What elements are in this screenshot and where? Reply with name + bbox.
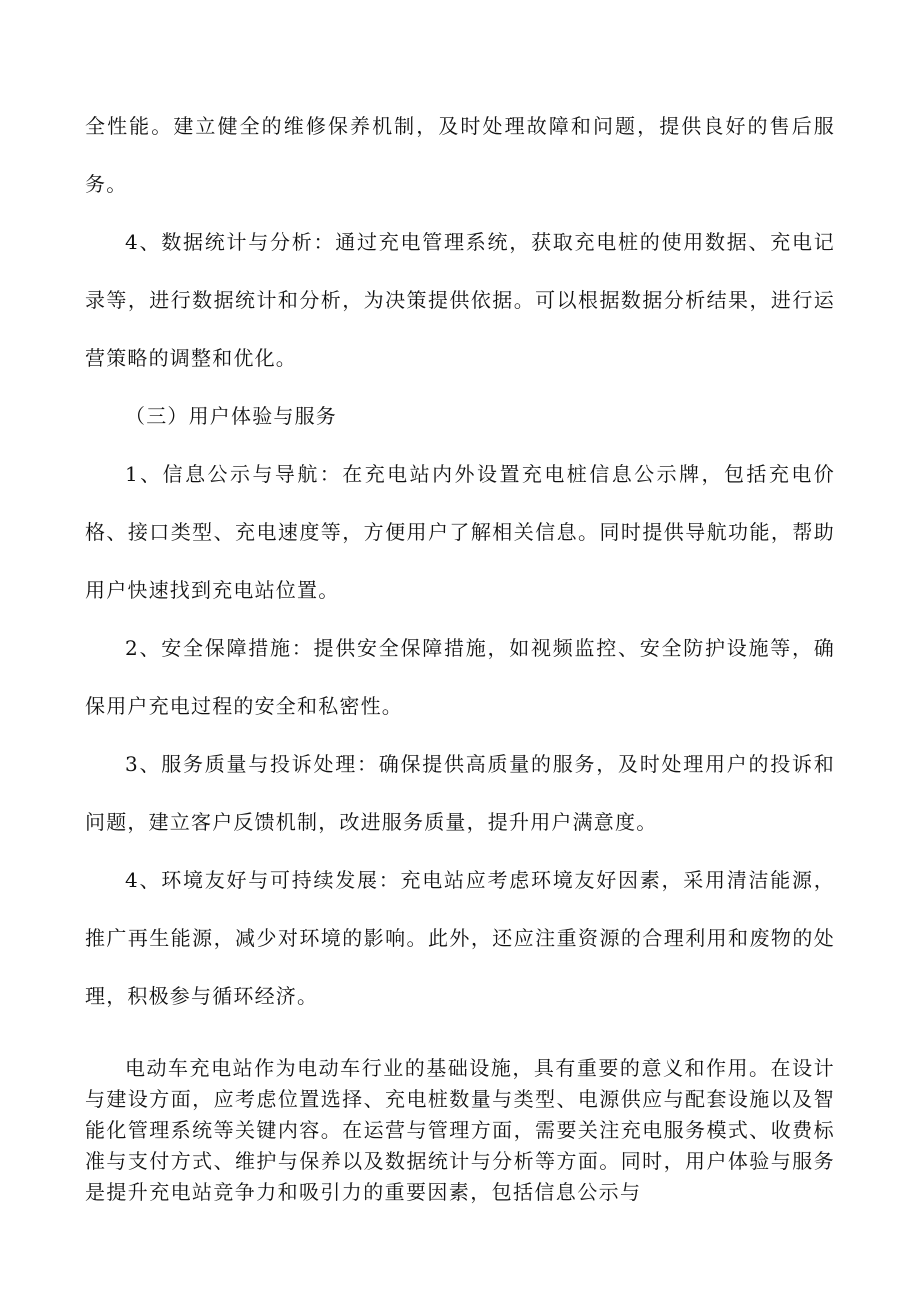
paragraph-data-statistics: 4、数据统计与分析：通过充电管理系统，获取充电桩的使用数据、充电记录等，进行数据统计和分析，为决策提供依据。可以根据数据分析结果，进行运营策略的调整和优化。 — [85, 230, 835, 370]
section-heading: （三）用户体验与服务 — [125, 404, 337, 428]
paragraph-continuation: 全性能。建立健全的维修保养机制，及时处理故障和问题，提供良好的售后服务。 — [85, 114, 835, 196]
paragraph-item-4: 4、环境友好与可持续发展：充电站应考虑环境友好因素，采用清洁能源，推广再生能源，减少对环境的影响。此外，还应注重资源的合理利用和废物的处理，积极参与循环经济。 — [85, 868, 835, 1008]
document-body — [85, 97, 835, 1208]
summary-paragraph: 电动车充电站作为电动车行业的基础设施，具有重要的意义和作用。在设计与建设方面，应考虑位置选择、充电桩数量与类型、电源供应与配套设施以及智能化管理系统等关键内容。在运营与管理方面，需要关注充电服务模式、收费标准与支付方式、维护与保养以及数据统计与分析等方面。同时，用户体验与服务是提升充电站竞争力和吸引力的重要因素，包括信息公示与 — [85, 1056, 835, 1204]
paragraph-item-2: 2、安全保障措施：提供安全保障措施，如视频监控、安全防护设施等，确保用户充电过程的安全和私密性。 — [85, 636, 835, 718]
paragraph-item-3: 3、服务质量与投诉处理：确保提供高质量的服务，及时处理用户的投诉和问题，建立客户反馈机制，改进服务质量，提升用户满意度。 — [85, 752, 835, 834]
paragraph-item-1: 1、信息公示与导航：在充电站内外设置充电桩信息公示牌，包括充电价格、接口类型、充电速度等，方便用户了解相关信息。同时提供导航功能，帮助用户快速找到充电站位置。 — [85, 462, 835, 602]
